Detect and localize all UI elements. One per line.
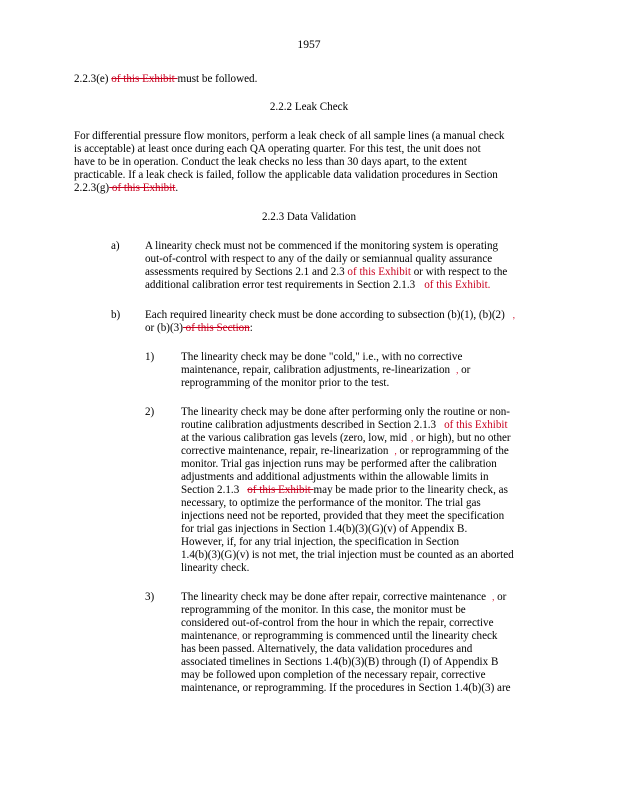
- subitem-2-label: 2): [145, 406, 155, 418]
- subitem-2-line2-text: routine calibration adjustments described in Section 2.1.3: [181, 419, 437, 431]
- leak-check-heading: 2.2.2 Leak Check: [269, 101, 349, 113]
- item-a-line: A linearity check must not be commenced if the monitoring system is operating: [145, 240, 499, 252]
- item-b-label: b): [111, 309, 121, 321]
- subitem-2-line: [181, 419, 508, 432]
- intro-suffix: must be followed.: [177, 73, 258, 85]
- subitem-2-line: adjustments and additional adjustments within the allowable limits in: [181, 471, 489, 483]
- leak-check-line: practicable. If a leak check is failed, follow the applicable data validation procedures in Section: [74, 169, 498, 181]
- leak-check-line: is acceptable) at least once during each QA operating quarter. For this test, the unit does not: [74, 143, 481, 155]
- subitem-2-line: necessary, to optimize the performance of the monitor. The trial gas: [181, 497, 481, 509]
- item-b-line2-end: :: [249, 322, 253, 334]
- subitem-1-change-mark: ,: [456, 365, 459, 375]
- subitem-1-line: reprogramming of the monitor prior to the test.: [181, 377, 390, 389]
- subitem-2-line: However, if, for any trial injection, the specification in Section: [181, 536, 460, 548]
- subitem-3-line4-a: maintenance: [181, 630, 238, 642]
- intro-deleted-text: of this Exhibit: [111, 73, 178, 85]
- subitem-2-change-mark: ,: [411, 433, 414, 443]
- page-number: 1957: [297, 38, 321, 51]
- item-b-change-mark: ,: [512, 310, 516, 320]
- subitem-2-line: [181, 484, 508, 497]
- subitem-1-line: The linearity check may be done "cold," i.e., with no corrective: [181, 351, 463, 363]
- subitem-3-line: may be followed upon completion of the necessary repair, corrective: [181, 669, 486, 681]
- leak-check-line: For differential pressure flow monitors, perform a leak check of all sample lines (a manual check: [74, 130, 505, 142]
- subitem-3-line: [181, 591, 506, 604]
- subitem-2-line: linearity check.: [181, 562, 250, 574]
- subitem-2-line: [181, 445, 509, 458]
- subitem-3-label: 3): [145, 591, 155, 603]
- subitem-3-line4-b: or reprogramming is commenced until the linearity check: [239, 630, 498, 642]
- item-b-line1-text: Each required linearity check must be done according to subsection (b)(1), (b)(2): [145, 309, 505, 321]
- item-a-line3-text: assessments required by Sections 2.1 and 2.3: [145, 266, 345, 278]
- leak-check-end: .: [175, 182, 179, 194]
- item-a-line3-end: or with respect to the: [410, 266, 508, 278]
- subitem-3-line: maintenance, or reprogramming. If the procedures in Section 1.4(b)(3) are: [181, 682, 511, 694]
- item-a-inserted-text: of this Exhibit: [344, 266, 411, 278]
- subitem-2-line: for trial gas injections in Section 1.4(b)(3)(G)(v) of Appendix B.: [181, 523, 468, 535]
- subitem-2-change-mark: ,: [394, 446, 397, 456]
- item-b-line: [145, 322, 253, 335]
- leak-check-last-line: [74, 182, 178, 195]
- intro-line: [74, 73, 257, 86]
- item-a-line4-text: additional calibration error test requirements in Section 2.1.3: [145, 279, 416, 291]
- leak-check-ref: 2.2.3(g): [74, 182, 110, 194]
- subitem-2-line4-end: or reprogramming of the: [396, 445, 509, 457]
- intro-prefix: 2.2.3(e): [74, 73, 112, 85]
- subitem-3-change-mark: ,: [237, 631, 240, 641]
- subitem-3-line: reprogramming of the monitor. In this case, the monitor must be: [181, 604, 466, 616]
- subitem-2-line: injections need not be reported, provided that they meet the specification: [181, 510, 505, 522]
- subitem-3-line1-text: The linearity check may be done after repair, corrective maintenance: [181, 591, 487, 603]
- subitem-3-line: considered out-of-control from the hour in which the repair, corrective: [181, 617, 494, 629]
- leak-check-deleted-text: of this Exhibit: [109, 182, 176, 194]
- item-a-line: out-of-control with respect to any of the daily or semiannual quality assurance: [145, 253, 493, 265]
- subitem-2-line: monitor. Trial gas injection runs may be performed after the calibration: [181, 458, 497, 470]
- item-a-inserted-text: of this Exhibit.: [424, 279, 491, 291]
- item-b-deleted-text: of this Section: [182, 322, 250, 334]
- subitem-3-line: associated timelines in Sections 1.4(b)(3)(B) through (I) of Appendix B: [181, 656, 499, 668]
- item-b-line2-text: or (b)(3): [145, 322, 183, 334]
- subitem-2-line7-end: may be made prior to the linearity check, as: [313, 484, 508, 496]
- subitem-2-deleted-text: of this Exhibit: [247, 484, 314, 496]
- leak-check-line: have to be in operation. Conduct the leak checks no less than 30 days apart, to the extent: [74, 156, 467, 168]
- subitem-2-line3-text: at the various calibration gas levels (zero, low, mid: [181, 432, 408, 444]
- subitem-2-line: The linearity check may be done after performing only the routine or non-: [181, 406, 510, 418]
- subitem-1-line: [181, 364, 470, 377]
- subitem-3-line1-end: or: [494, 591, 507, 603]
- item-b-line: [145, 309, 515, 322]
- item-a-line: [145, 266, 507, 279]
- subitem-3-line: [181, 630, 497, 643]
- item-a-line: [145, 279, 490, 292]
- item-a-label: a): [111, 240, 120, 252]
- subitem-3-change-mark: ,: [492, 592, 495, 602]
- subitem-2-line4-text: corrective maintenance, repair, re-linearization: [181, 445, 389, 457]
- subitem-2-line7-text: Section 2.1.3: [181, 484, 240, 496]
- subitem-2-line3-end: or high), but no other: [413, 432, 511, 444]
- subitem-1-line2-text: maintenance, repair, calibration adjustments, re-linearization: [181, 364, 451, 376]
- data-validation-heading: 2.2.3 Data Validation: [261, 211, 357, 223]
- subitem-1-label: 1): [145, 351, 155, 363]
- subitem-3-line: has been passed. Alternatively, the data validation procedures and: [181, 643, 473, 655]
- subitem-1-line2-end: or: [458, 364, 471, 376]
- subitem-2-line: 1.4(b)(3)(G)(v) is not met, the trial injection must be counted as an aborted: [181, 549, 514, 561]
- subitem-2-line: [181, 432, 511, 445]
- subitem-2-inserted-text: of this Exhibit: [444, 419, 508, 431]
